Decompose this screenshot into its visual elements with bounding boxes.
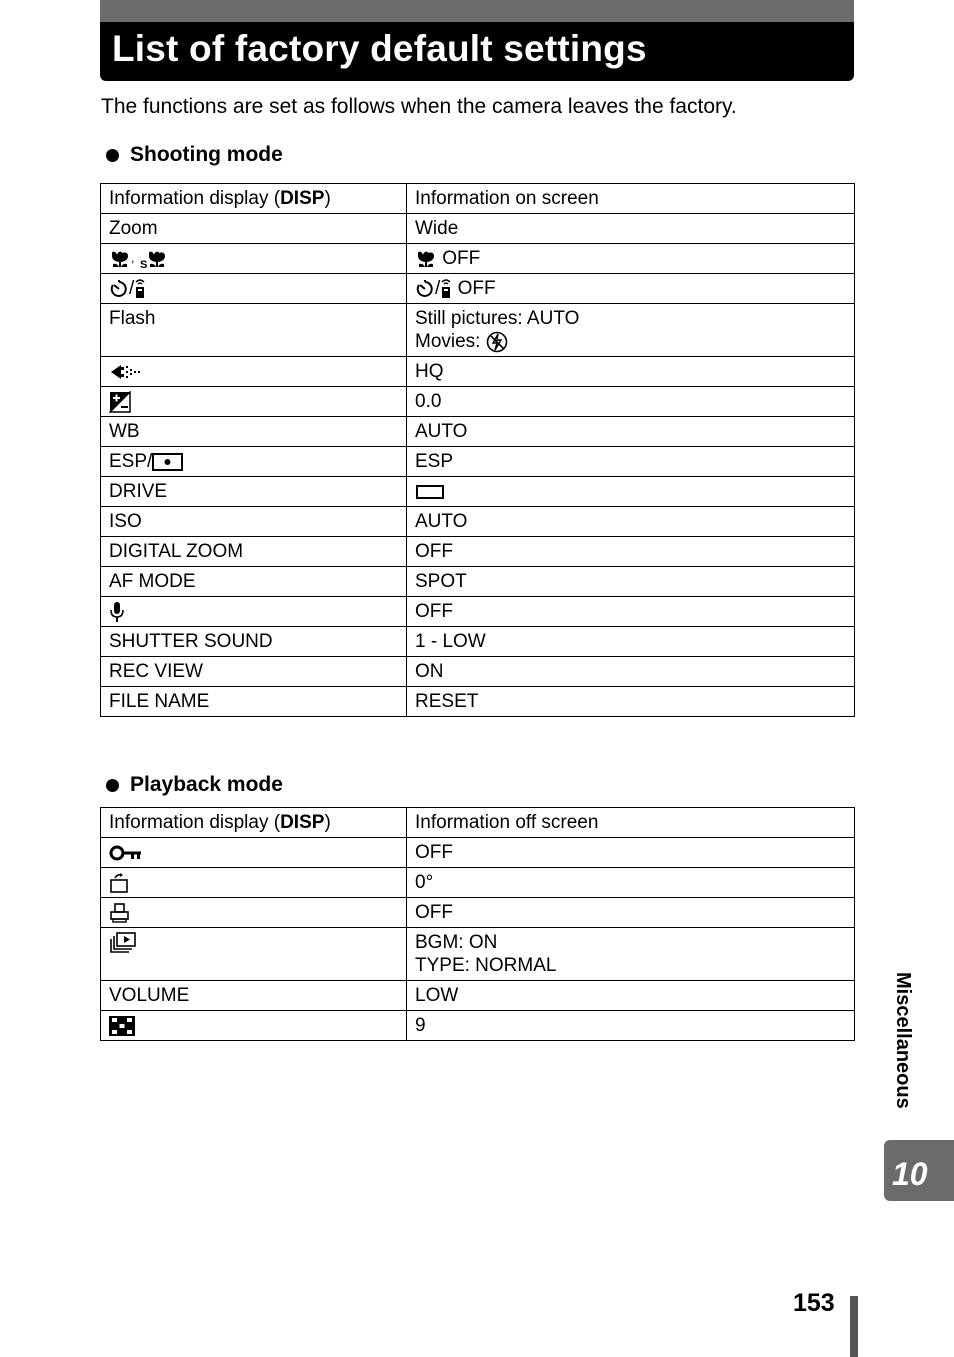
title-bar [100, 0, 854, 81]
separator: / [129, 278, 135, 299]
setting-name [101, 597, 407, 627]
setting-value: AUTO [407, 417, 855, 447]
setting-name: AF MODE [101, 567, 407, 597]
table-row [101, 244, 855, 274]
setting-value-text: Still pictures: AUTO [415, 308, 580, 329]
setting-value: OFF [407, 838, 855, 868]
setting-value-text: TYPE: NORMAL [415, 955, 557, 976]
rotate-icon [109, 872, 131, 894]
self-timer-icon [415, 279, 435, 299]
shooting-table [100, 183, 855, 717]
setting-name: FILE NAME [101, 687, 407, 717]
setting-name-text: ESP/ [109, 451, 153, 472]
table-row [101, 597, 855, 627]
disp-label: DISP [280, 812, 325, 833]
table-row [101, 898, 855, 928]
setting-name [101, 447, 407, 477]
setting-name [101, 387, 407, 417]
playback-heading [106, 773, 283, 797]
protect-key-icon [109, 843, 143, 863]
setting-name [101, 898, 407, 928]
remote-icon [440, 279, 452, 299]
table-row [101, 417, 855, 447]
setting-value: RESET [407, 687, 855, 717]
table-row [101, 274, 855, 304]
table-row [101, 304, 855, 357]
page-number: 153 [793, 1289, 835, 1317]
setting-value-line2 [415, 330, 846, 353]
shooting-heading [106, 143, 283, 167]
spot-metering-icon [152, 452, 184, 472]
setting-value: OFF [407, 537, 855, 567]
setting-value: 9 [407, 1011, 855, 1041]
remote-icon [134, 279, 146, 299]
table-row [101, 477, 855, 507]
setting-value: Information off screen [407, 808, 855, 838]
setting-value: HQ [407, 357, 855, 387]
setting-name [101, 838, 407, 868]
table-row [101, 1011, 855, 1041]
table-row [101, 184, 855, 214]
table-row [101, 981, 855, 1011]
table-row [101, 868, 855, 898]
setting-value: Information on screen [407, 184, 855, 214]
bullet-icon [106, 779, 119, 792]
setting-value: SPOT [407, 567, 855, 597]
bullet-icon [106, 149, 119, 162]
image-quality-icon [109, 362, 143, 382]
table-row [101, 687, 855, 717]
setting-name: ISO [101, 507, 407, 537]
flash-off-icon [486, 331, 508, 353]
setting-name [101, 184, 407, 214]
setting-value [407, 304, 855, 357]
setting-name: WB [101, 417, 407, 447]
table-row [101, 537, 855, 567]
setting-name: DIGITAL ZOOM [101, 537, 407, 567]
table-row [101, 627, 855, 657]
setting-name [101, 868, 407, 898]
setting-value: AUTO [407, 507, 855, 537]
setting-value-text: OFF [442, 248, 481, 269]
setting-name [101, 274, 407, 304]
disp-label: DISP [280, 188, 325, 209]
setting-value: Wide [407, 214, 855, 244]
chapter-tab [884, 1140, 954, 1201]
separator: / [435, 278, 441, 299]
setting-value [407, 477, 855, 507]
setting-value: ESP [407, 447, 855, 477]
setting-name: SHUTTER SOUND [101, 627, 407, 657]
table-row [101, 657, 855, 687]
playback-table [100, 807, 855, 1041]
exposure-compensation-icon [109, 391, 131, 413]
setting-value: 0.0 [407, 387, 855, 417]
setting-name [101, 244, 407, 274]
svg-text:S: S [139, 258, 147, 269]
setting-value-text: BGM: ON [415, 932, 498, 953]
setting-value-text: Movies: [415, 331, 481, 352]
setting-name: REC VIEW [101, 657, 407, 687]
title-stripe [100, 0, 854, 22]
playback-heading-label: Playback mode [130, 773, 283, 796]
setting-value: 0° [407, 868, 855, 898]
chapter-side-label-text: Miscellaneous [892, 972, 914, 1109]
setting-value: 1 - LOW [407, 627, 855, 657]
table-row [101, 507, 855, 537]
setting-name-text: Information display ( [109, 812, 281, 833]
setting-name-text: Information display ( [109, 188, 281, 209]
table-row [101, 357, 855, 387]
shooting-heading-label: Shooting mode [130, 143, 283, 166]
table-row [101, 447, 855, 477]
setting-name [101, 1011, 407, 1041]
print-icon [109, 902, 131, 924]
setting-value [407, 274, 855, 304]
setting-name: VOLUME [101, 981, 407, 1011]
super-macro-icon [140, 249, 168, 269]
setting-value: OFF [407, 898, 855, 928]
slideshow-icon [109, 932, 137, 954]
chapter-number: 10 [892, 1156, 928, 1192]
setting-value: OFF [407, 597, 855, 627]
index-display-icon [109, 1016, 135, 1036]
setting-value: LOW [407, 981, 855, 1011]
table-row [101, 214, 855, 244]
macro-icon [415, 249, 437, 269]
microphone-icon [109, 601, 125, 623]
setting-name [101, 357, 407, 387]
setting-name-text: ) [324, 188, 331, 209]
setting-value-text: OFF [457, 278, 496, 299]
page-title: List of factory default settings [112, 28, 647, 69]
single-frame-icon [415, 483, 445, 501]
macro-icon [109, 249, 131, 269]
table-row [101, 928, 855, 981]
setting-name: Flash [101, 304, 407, 357]
setting-name [101, 808, 407, 838]
self-timer-icon [109, 279, 129, 299]
setting-value [407, 928, 855, 981]
table-row [101, 387, 855, 417]
table-row [101, 808, 855, 838]
setting-name: DRIVE [101, 477, 407, 507]
setting-value [407, 244, 855, 274]
setting-name [101, 928, 407, 981]
page-number-bar [850, 1296, 858, 1357]
chapter-side-label [884, 972, 918, 1132]
intro-text: The functions are set as follows when the camera leaves the factory. [101, 95, 737, 118]
setting-value: ON [407, 657, 855, 687]
table-row [101, 838, 855, 868]
setting-name: Zoom [101, 214, 407, 244]
setting-name-text: ) [324, 812, 331, 833]
table-row [101, 567, 855, 597]
separator: , [131, 251, 135, 265]
